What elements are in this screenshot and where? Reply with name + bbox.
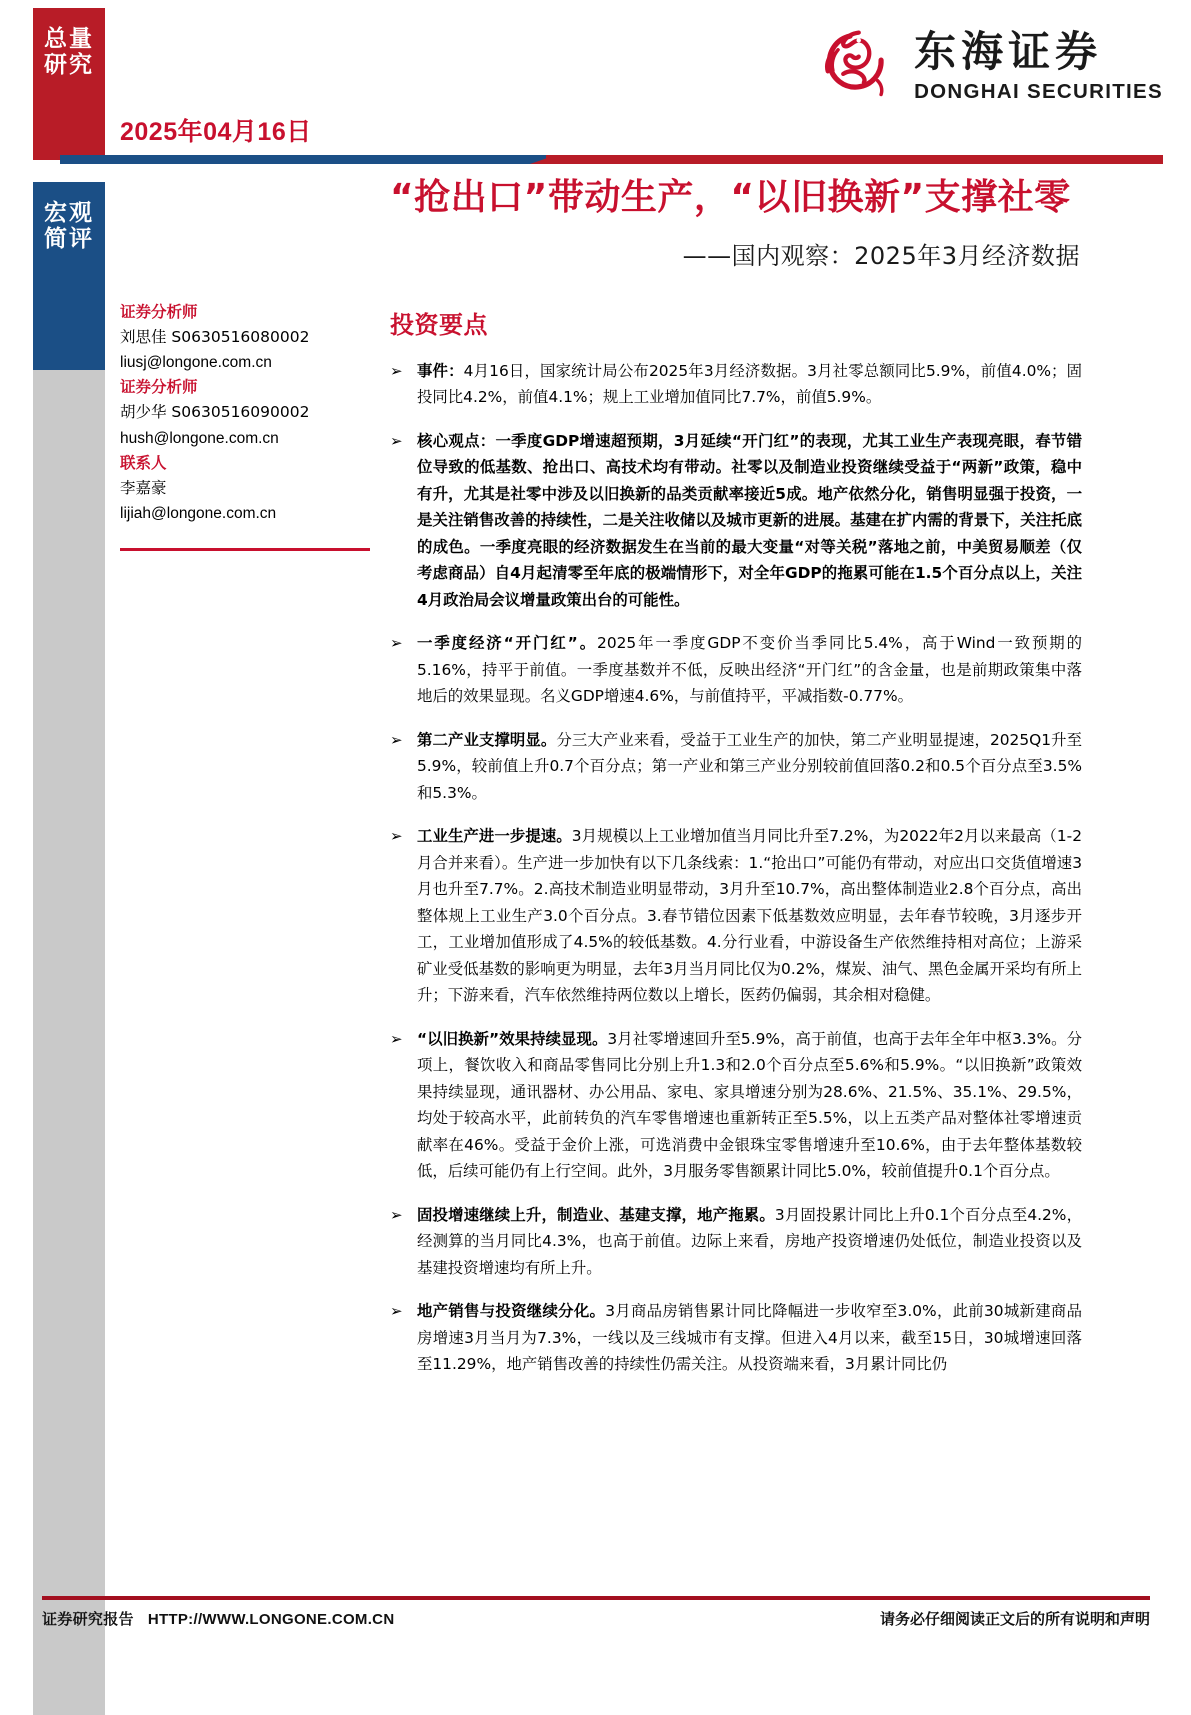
contact-name-3: 李嘉豪 [120, 478, 167, 497]
title-block [390, 176, 1080, 271]
bullet-item [390, 1026, 1082, 1185]
report-date: 2025年04月16日 [120, 118, 312, 146]
footer-disclaimer: 请务必仔细阅读正文后的所有说明和声明 [879, 1610, 1150, 1628]
bullet-lead: 第二产业支撑明显。 [417, 730, 557, 749]
bullet-arrow-icon: ➢ [390, 1030, 403, 1048]
bullet-arrow-icon: ➢ [390, 828, 403, 846]
header-rule-red [546, 155, 1163, 164]
bullet-text [417, 727, 1082, 806]
footer-divider [42, 1596, 1150, 1600]
bullet-arrow-icon: ➢ [390, 363, 403, 380]
page-subtitle: ——国内观察：2025年3月经济数据 [682, 241, 1080, 270]
bullet-item [390, 358, 1082, 411]
bullet-text [417, 1202, 1082, 1281]
bullet-arrow-icon: ➢ [390, 731, 403, 749]
bullet-lead: 一季度经济“开门红”。 [417, 634, 598, 653]
bullet-lead: 地产销售与投资继续分化。 [417, 1302, 606, 1321]
page-title: “抢出口”带动生产，“以旧换新”支撑社零 [390, 177, 1071, 218]
bullet-lead: 固投增速继续上升，制造业、基建支撑，地产拖累。 [417, 1205, 775, 1224]
bullet-item [390, 428, 1082, 613]
bullet-lead: 核心观点： [417, 431, 496, 450]
bullet-body-text: 3月规模以上工业增加值当月同比升至7.2%，为2022年2月以来最高（1-2月合并来看）。生产进一步加快有以下几条线索：1.“抢出口”可能仍有带动，对应出口交货值增速3月也升至7.7%。2.高技术制造业明显带动，3月升至10.7%，高出整体制造业2.8个百分点，高出整体规上工业生产3.0个百分点。3.春节错位因素下低基数效应明显，去年春节较晚，3月逐步开工，工业增加值形成了4.5%的较低基数。4.分行业看，中游设备生产依然维持相对高位；上游采矿业受低基数的影响更为明显，去年3月当月同比仅为0.2%，煤炭、油气、黑色金属开采均有所上升；下游来看，汽车依然维持两位数以上增长，医药仍偏弱，其余相对稳健。 [417, 827, 1082, 1005]
donghai-dragon-logo-icon [814, 24, 900, 110]
analyst-name-1: 刘思佳 S0630516080002 [120, 328, 310, 347]
analyst-panel-divider [120, 548, 370, 551]
bullet-text [417, 823, 1082, 1008]
analyst-role-1: 证券分析师 [120, 303, 198, 321]
analyst-role-2: 证券分析师 [120, 378, 198, 397]
rail-tab-total-research [33, 8, 105, 160]
footer-url[interactable]: HTTP://WWW.LONGONE.COM.CN [147, 1611, 395, 1628]
bullet-item [390, 727, 1082, 806]
bullet-arrow-icon: ➢ [390, 1206, 403, 1224]
bullet-text [417, 358, 1082, 411]
left-rail [33, 0, 105, 1684]
bullet-body-text: 3月商品房销售累计同比降幅进一步收窄至3.0%，此前30城新建商品房增速3月当月为7.3%，一线以及三线城市有支撑。但进入4月以来，截至15日，30城增速回落至11.29%，地产销售改善的持续性仍需关注。从投资端来看，3月累计同比仍 [417, 1302, 1082, 1373]
bullet-text [417, 1026, 1082, 1185]
bullet-item [390, 1298, 1082, 1377]
contact-role-3: 联系人 [120, 453, 167, 472]
bullet-body-text: 2025年一季度GDP不变价当季同比5.4%，高于Wind一致预期的5.16%，持平于前值。一季度基数并不低，反映出经济“开门红”的含金量，也是前期政策集中落地后的效果显现。名义GDP增速4.6%，与前值持平，平减指数-0.77%。 [417, 634, 1083, 706]
bullet-body-text: 分三大产业来看，受益于工业生产的加快，第二产业明显提速，2025Q1升至5.9%，较前值上升0.7个百分点；第一产业和第三产业分别较前值回落0.2和0.5个百分点至3.5%和5.3%。 [417, 730, 1082, 802]
analyst-panel [120, 300, 370, 526]
bullet-lead: 事件： [417, 362, 464, 380]
bullet-item [390, 630, 1082, 709]
rail-grey-band [33, 370, 105, 1715]
bullet-lead: “以旧换新”效果持续显现。 [417, 1029, 608, 1048]
bullet-lead: 工业生产进一步提速。 [417, 827, 572, 846]
page-footer [42, 1608, 1150, 1629]
company-name-en: DONGHAI SECURITIES [914, 79, 1163, 103]
bullet-body-text: 3月固投累计同比上升0.1个百分点至4.2%，经测算的当月同比4.3%，也高于前值。边际上来看，房地产投资增速仍处低位，制造业投资以及基建投资增速均有所上升。 [417, 1205, 1082, 1277]
bullet-arrow-icon: ➢ [390, 432, 403, 450]
rail-tab-total-research-label: 总量研究 [44, 25, 94, 77]
bullet-item [390, 823, 1082, 1008]
rail-tab-macro-brief-label: 宏观简评 [44, 199, 94, 251]
footer-report-label: 证券研究报告 [42, 1610, 134, 1628]
analyst-name-2: 胡少华 S0630516090002 [120, 403, 310, 422]
footer-left [42, 1608, 394, 1629]
bullet-body-text: 一季度GDP增速超预期，3月延续“开门红”的表现，尤其工业生产表现亮眼，春节错位导致的低基数、抢出口、高技术均有带动。社零以及制造业投资继续受益于“两新”政策，稳中有升，尤其是社零中涉及以旧换新的品类贡献率接近5成。地产依然分化，销售明显强于投资，一是关注销售改善的持续性，二是关注收储以及城市更新的进展。基建在扩内需的背景下，关注托底的成色。一季度亮眼的经济数据发生在当前的最大变量“对等关税”落地之前，中美贸易顺差（仅考虑商品）自4月起清零至年底的极端情形下，对全年GDP的拖累可能在1.5个百分点以上，关注4月政治局会议增量政策出台的可能性。 [417, 431, 1082, 609]
bullet-text [417, 630, 1082, 709]
rail-tab-macro-brief [33, 182, 105, 370]
bullet-list [390, 358, 1082, 1377]
contact-email-3[interactable]: lijiah@longone.com.cn [120, 504, 277, 522]
analyst-email-2[interactable]: hush@longone.com.cn [120, 429, 279, 447]
main-content [390, 305, 1082, 1394]
bullet-body-text: 4月16日，国家统计局公布2025年3月经济数据。3月社零总额同比5.9%，前值4.0%；固投同比4.2%，前值4.1%；规上工业增加值同比7.7%，前值5.9%。 [417, 362, 1082, 407]
bullet-arrow-icon: ➢ [390, 1303, 403, 1321]
bullet-arrow-icon: ➢ [390, 635, 403, 653]
bullet-body-text: 3月社零增速回升至5.9%，高于前值，也高于去年全年中枢3.3%。分项上，餐饮收入和商品零售同比分别上升1.3和2.0个百分点至5.6%和5.9%。“以旧换新”政策效果持续显现，通讯器材、办公用品、家电、家具增速分别为28.6%、21.5%、35.1%、29.5%，均处于较高水平，此前转负的汽车零售增速也重新转正至5.5%，以上五类产品对整体社零增速贡献率在46%。受益于金价上涨，可选消费中金银珠宝零售增速升至10.6%，由于去年整体基数较低，后续可能仍有上行空间。此外，3月服务零售额累计同比5.0%，较前值提升0.1个百分点。 [417, 1029, 1082, 1181]
header-rule-blue [60, 155, 555, 164]
bullet-text [417, 1298, 1082, 1377]
company-logo [814, 24, 1163, 110]
section-heading-investment-points: 投资要点 [390, 311, 488, 339]
company-name-cn: 东海证券 [914, 26, 1103, 76]
bullet-item [390, 1202, 1082, 1281]
analyst-email-1[interactable]: liusj@longone.com.cn [120, 354, 272, 372]
bullet-text [417, 428, 1082, 613]
